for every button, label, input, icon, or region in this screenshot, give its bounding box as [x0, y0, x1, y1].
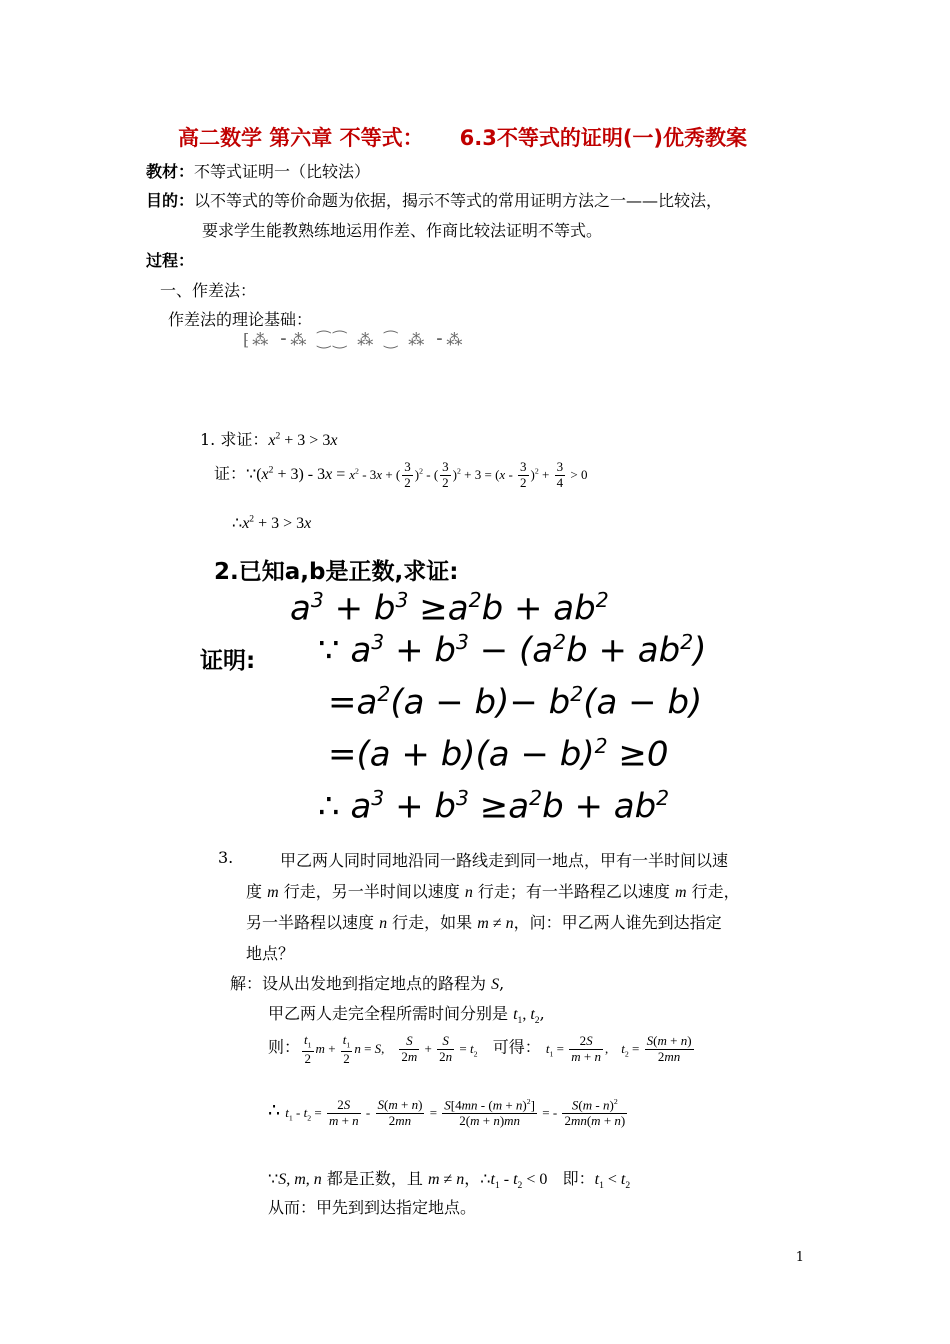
material-label: 教材：	[146, 162, 195, 181]
process-label: 过程：	[146, 251, 195, 270]
title-part1: 高二数学 第六章 不等式：	[178, 126, 424, 150]
ex3-number: 3.	[218, 848, 234, 867]
ex2-claim: $a^3 + b^3 \ge a^2b + ab^2$	[290, 588, 609, 629]
ex1-label: 1. 求证：	[200, 430, 269, 449]
ex3-solution1: 解：设从出发地到指定地点的路程为 S,	[230, 974, 505, 993]
page-title	[178, 122, 747, 152]
ex1-therefore	[232, 513, 311, 533]
ex2-step1: ∵ $a^3 + b^3 - (a^2b + ab^2)$	[318, 630, 707, 671]
ex3-line1: 甲乙两人同时同地沿同一路线走到同一地点，甲有一半时间以速	[280, 851, 729, 870]
ex1-conclusion-formula: $x^2 + 3 > 3x$	[242, 513, 312, 532]
purpose-line2: 要求学生能教熟练地运用作差、作商比较法证明不等式。	[202, 221, 603, 240]
purpose-label: 目的：	[146, 191, 195, 210]
title-part2: 6.3不等式的证明(一)优秀教案	[459, 126, 748, 150]
ex3-line2: 度 m 行走，另一半时间以速度 n 行走；有一半路程乙以速度 m 行走，	[246, 882, 740, 901]
purpose-text1: 以不等式的等价命题为依据，揭示不等式的常用证明方法之一——比较法，	[194, 191, 723, 210]
ex3-line3: 另一半路程以速度 n 行走，如果 m ≠ n，问：甲乙两人谁先到达指定	[246, 913, 722, 932]
ex3-line4: 地点？	[246, 944, 295, 963]
ex3-diff-formula: $t_1 - t_2$ = $\frac{2S}{m + n}$ - $\frac{S(m + n)}{2mn}$ = $\frac{S[4mn - (m + n)^2]}{2(m + n)mn}$ = - $\frac{S(m - n)^2}{2mn(m + n)}$	[285, 1097, 626, 1129]
ex3-equations: 则： $\frac{t_1}{2}$ m + $\frac{t_1}{2}$ n = S, $\frac{S}{2m}$ + $\frac{S}{2n}$ = $t_2$ 可得： $t_1$ = $\frac{2S}{m + n}$ , $t_2$ = $\frac{S(m + n)}{2mn}$	[268, 1033, 696, 1066]
material-line	[146, 159, 370, 182]
ex3-conclusion: 从而：甲先到到达指定地点。	[268, 1198, 477, 1217]
ex3-difference: ∴ $t_1 - t_2$ = $\frac{2S}{m + n}$ - $\frac{S(m + n)}{2mn}$ = $\frac{S[4mn - (m + n)^2]}{2(m + n)mn}$ = - $\frac{S(m - n)^2}{2mn(m + n)}$	[268, 1098, 629, 1129]
ex3-condition: ∵S, m, n 都是正数，且 m ≠ n，$\therefore t_1 - t_2 < 0$ 即：$t_1 < t_2$	[268, 1169, 631, 1192]
garbled-formula: ⁅⁂ ⁃⁂ ⁐⁐ ⁂ ⁐ ⁂ ⁃⁂	[243, 330, 466, 349]
ex3-solution2: 甲乙两人走完全程所需时间分别是 $t_1$, $t_2$,	[268, 1004, 545, 1027]
ex1-inequality: $x^2 + 3 > 3x$	[268, 430, 338, 449]
ex3-eq1: $\frac{t_1}{2}$ m + $\frac{t_1}{2}$ n = S, $\frac{S}{2m}$ + $\frac{S}{2n}$ = $t_2$	[304, 1032, 478, 1066]
ex1-proof-label: 证：	[214, 464, 247, 484]
ex2-heading: 2.已知a,b是正数,求证:	[214, 559, 459, 585]
section1-heading: 一、作差法：	[160, 281, 257, 300]
purpose-line1	[146, 188, 722, 211]
section1-basis: 作差法的理论基础：	[168, 310, 313, 329]
ex1-therefore-symbol: ∴	[232, 513, 243, 532]
ex1-proof-formula: $\because(x^2 + 3) - 3x = x^2 - 3x$ + ( $\frac{3}{2}$ )$^2$ - ( $\frac{3}{2}$ )$^2$ + 3 = (x - $\frac{3}{2}$ )$^2$ + $\frac{3}{4}$ > 0	[246, 459, 588, 490]
material-text: 不等式证明一（比较法）	[194, 162, 371, 181]
ex1-proof	[214, 460, 587, 491]
ex2-step2: $=a^2(a - b)- b^2(a - b)$	[328, 682, 703, 723]
ex3-eq2: $t_1$ = $\frac{2S}{m + n}$ , $t_2$ = $\frac{S(m + n)}{2mn}$	[545, 1033, 692, 1065]
ex2-conclusion: ∴ $a^3 + b^3 \ge a^2b + ab^2$	[318, 786, 670, 827]
ex2-proof-label: 证明:	[200, 648, 256, 674]
ex2-step3: $=(a + b)(a - b)^2 \ge 0$	[328, 734, 669, 775]
page-number: 1	[795, 1250, 804, 1265]
ex1-statement	[200, 427, 337, 450]
